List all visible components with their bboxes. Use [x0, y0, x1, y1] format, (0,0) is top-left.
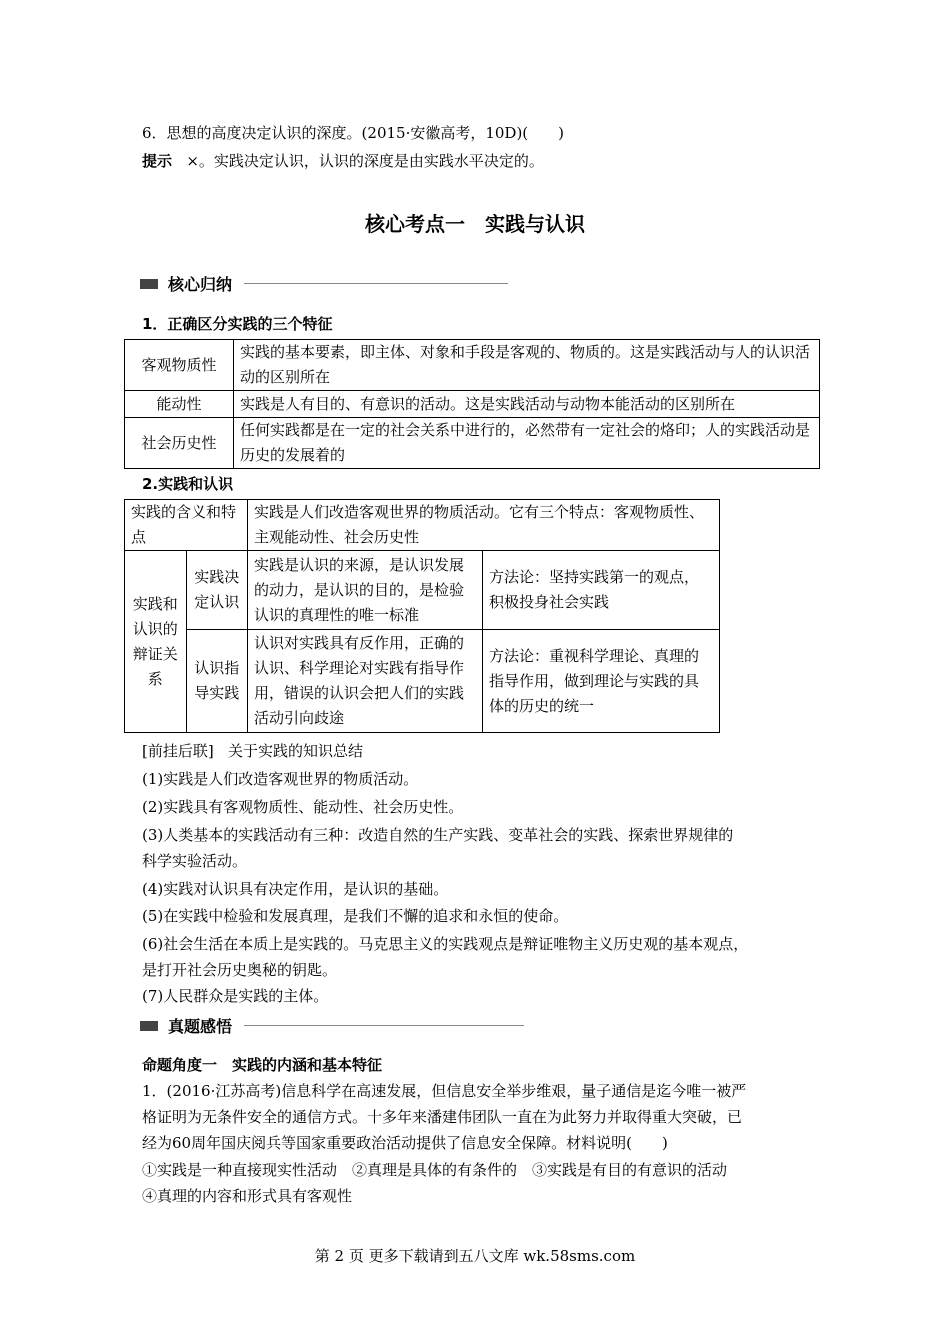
heading-square-icon	[140, 279, 158, 289]
table-cell: 能动性	[125, 391, 234, 418]
table-cell: 实践决定认识	[186, 551, 248, 630]
practice-features-table	[124, 339, 820, 469]
heading-square-icon	[140, 1021, 158, 1031]
question-line: 格证明为无条件安全的通信方式。十多年来潘建伟团队一直在为此努力并取得重大突破，已	[142, 1108, 743, 1126]
table-cell: 方法论：坚持实践第一的观点，积极投身社会实践	[483, 551, 720, 630]
heading-label: 真题感悟	[168, 1017, 233, 1036]
list-item: (7)人民群众是实践的主体。	[142, 987, 329, 1005]
item1-title: 1．正确区分实践的三个特征	[142, 315, 333, 333]
practice-cognition-table	[124, 499, 720, 733]
link-label: [前挂后联]	[142, 742, 214, 760]
page-footer: 第 2 页 更多下载请到五八文库 wk.58sms.com	[314, 1247, 636, 1265]
table-row	[125, 551, 720, 630]
hint-line	[142, 151, 544, 171]
section-title: 核心考点一 实践与认识	[365, 212, 585, 236]
table-cell: 客观物质性	[125, 340, 234, 391]
options-line: ④真理的内容和形式具有客观性	[142, 1187, 353, 1205]
table-cell: 实践的基本要素，即主体、对象和手段是客观的、物质的。这是实践活动与人的认识活动的区别所在	[234, 340, 820, 391]
hint-label: 提示	[142, 152, 173, 170]
angle-title: 命题角度一 实践的内涵和基本特征	[142, 1056, 383, 1074]
table-row	[125, 630, 720, 733]
table-cell: 方法论：重视科学理论、真理的指导作用，做到理论与实践的具体的历史的统一	[483, 630, 720, 733]
table-cell: 实践的含义和特点	[125, 500, 248, 551]
table-cell: 实践和认识的辩证关系	[125, 551, 187, 733]
list-item: 是打开社会历史奥秘的钥匙。	[142, 961, 338, 979]
question-line: 经为60周年国庆阅兵等国家重要政治活动提供了信息安全保障。材料说明( )	[142, 1134, 668, 1152]
options-line: ①实践是一种直接现实性活动 ②真理是具体的有条件的 ③实践是有目的有意识的活动	[142, 1161, 728, 1179]
question-line: 1．(2016·江苏高考)信息科学在高速发展，但信息安全举步维艰，量子通信是迄今唯一被严	[142, 1082, 747, 1100]
table-cell: 任何实践都是在一定的社会关系中进行的，必然带有一定社会的烙印；人的实践活动是历史的发展着的	[234, 418, 820, 469]
table-cell: 认识对实践具有反作用，正确的认识、科学理论对实践有指导作用，错误的认识会把人们的实践活动引向歧途	[248, 630, 483, 733]
hint-text: ×。实践决定认识，认识的深度是由实践水平决定的。	[186, 152, 544, 170]
list-item: (5)在实践中检验和发展真理，是我们不懈的追求和永恒的使命。	[142, 907, 569, 925]
list-item: (4)实践对认识具有决定作用，是认识的基础。	[142, 880, 449, 898]
core-summary-heading	[140, 272, 508, 295]
heading-rule	[244, 283, 508, 284]
item2-title: 2.实践和认识	[142, 475, 234, 493]
link-line	[142, 741, 363, 761]
table-cell: 认识指导实践	[186, 630, 248, 733]
table-row	[125, 418, 820, 469]
table-cell: 社会历史性	[125, 418, 234, 469]
table-row	[125, 500, 720, 551]
table-cell: 实践是人们改造客观世界的物质活动。它有三个特点：客观物质性、主观能动性、社会历史性	[248, 500, 720, 551]
table-cell: 实践是人有目的、有意识的活动。这是实践活动与动物本能活动的区别所在	[234, 391, 820, 418]
list-item: (2)实践具有客观物质性、能动性、社会历史性。	[142, 798, 464, 816]
real-exam-heading	[140, 1014, 524, 1037]
table-row	[125, 391, 820, 418]
list-item: (1)实践是人们改造客观世界的物质活动。	[142, 770, 419, 788]
list-item: (3)人类基本的实践活动有三种：改造自然的生产实践、变革社会的实践、探索世界规律的	[142, 826, 734, 844]
heading-label: 核心归纳	[168, 275, 233, 294]
question-6: 6．思想的高度决定认识的深度。(2015·安徽高考，10D)( )	[142, 124, 565, 142]
link-title: 关于实践的知识总结	[228, 742, 364, 760]
list-item: 科学实验活动。	[142, 852, 248, 870]
table-row	[125, 340, 820, 391]
table-cell: 实践是认识的来源，是认识发展的动力，是认识的目的，是检验认识的真理性的唯一标准	[248, 551, 483, 630]
list-item: (6)社会生活在本质上是实践的。马克思主义的实践观点是辩证唯物主义历史观的基本观点，	[142, 935, 749, 953]
heading-rule	[244, 1025, 524, 1026]
